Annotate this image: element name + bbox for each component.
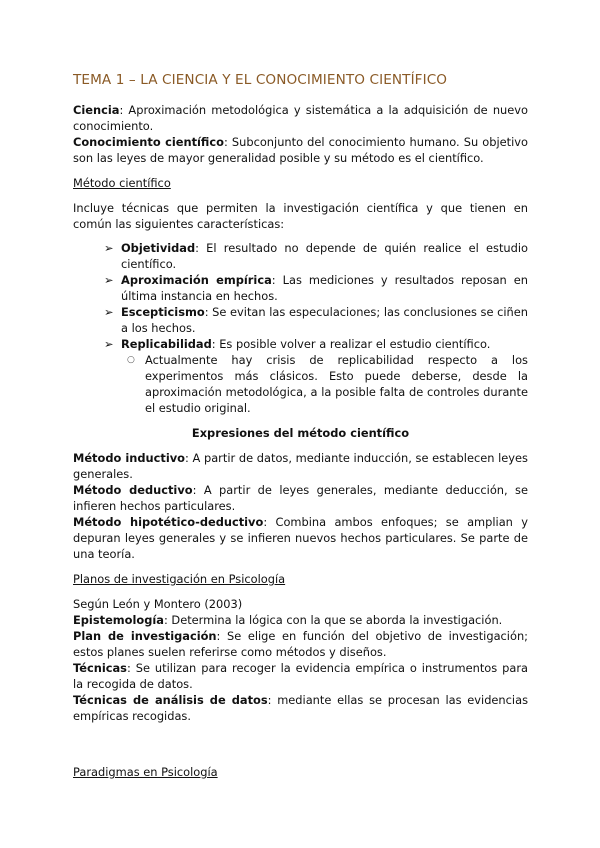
arrow-bullet-icon: ➢	[104, 241, 114, 255]
list-item	[104, 304, 528, 336]
definition-analisis	[73, 692, 528, 724]
term: Replicabilidad	[121, 337, 212, 351]
definition-epistemologia	[73, 612, 528, 628]
definition-text: : A partir de leyes generales, mediante deducción, se infieren hechos particulares.	[73, 483, 528, 513]
term: Epistemología	[73, 613, 164, 627]
metodo-intro: Incluye técnicas que permiten la investigación científica y que tienen en común las siguientes características:	[73, 201, 528, 231]
document-page	[73, 70, 528, 780]
term: Escepticismo	[121, 305, 205, 319]
sub-list	[121, 352, 528, 416]
term: Ciencia	[73, 103, 120, 117]
planos-source: Según León y Montero (2003)	[73, 597, 243, 611]
definition-text: : mediante ellas se procesan las evidencias empíricas recogidas.	[73, 693, 528, 723]
definition-text: : Determina la lógica con la que se aborda la investigación.	[163, 613, 503, 627]
section-heading-metodo: Método científico	[73, 176, 171, 190]
list-item	[104, 272, 529, 304]
definition-conocimiento	[73, 134, 528, 166]
definition-deductivo	[73, 482, 528, 514]
term: Aproximación empírica	[121, 273, 272, 287]
term: Método inductivo	[73, 451, 185, 465]
item-text: : Es posible volver a realizar el estudio científico.	[211, 337, 491, 351]
sub-list-item	[127, 352, 528, 416]
term: Técnicas de análisis de datos	[73, 693, 268, 707]
arrow-bullet-icon: ➢	[104, 305, 114, 319]
term: Plan de investigación	[73, 629, 217, 643]
item-text: : Las mediciones y resultados reposan en última instancia en hechos.	[121, 273, 529, 303]
definition-text: : Subconjunto del conocimiento humano. Su objetivo son las leyes de mayor generalidad posible y su método es el científico.	[73, 135, 528, 165]
term: Conocimiento científico	[73, 135, 224, 149]
arrow-bullet-icon: ➢	[104, 337, 114, 351]
definition-tecnicas	[73, 660, 528, 692]
list-item	[104, 240, 528, 272]
definition-ciencia	[73, 102, 528, 134]
sub-item-text: Actualmente hay crisis de replicabilidad respecto a los experimentos más clásicos. Esto puede deberse, desde la aproximación metodológica, a la posible falta de controles durante el estudio original.	[145, 353, 528, 415]
term: Técnicas	[73, 661, 127, 675]
definition-text: : Aproximación metodológica y sistemática a la adquisición de nuevo conocimiento.	[73, 103, 528, 133]
definition-plan	[73, 628, 528, 660]
definition-text: : Se utilizan para recoger la evidencia empírica o instrumentos para la recogida de datos.	[73, 661, 528, 691]
section-heading-expresiones: Expresiones del método científico	[191, 426, 410, 440]
term: Objetividad	[121, 241, 196, 255]
definition-hipotetico-deductivo	[73, 514, 528, 562]
item-text: : Se evitan las especulaciones; las conclusiones se ciñen a los hechos.	[121, 305, 528, 335]
circle-bullet-icon: ○	[127, 355, 135, 365]
term: Método deductivo	[73, 483, 193, 497]
section-heading-paradigmas: Paradigmas en Psicología	[73, 765, 218, 779]
definition-text: : A partir de datos, mediante inducción, se establecen leyes generales.	[73, 451, 528, 481]
section-heading-planos: Planos de investigación en Psicología	[73, 572, 286, 586]
definition-text: : Se elige en función del objetivo de investigación; estos planes suelen referirse como métodos y diseños.	[73, 629, 528, 659]
definition-inductivo	[73, 450, 528, 482]
list-item	[104, 336, 528, 416]
term: Método hipotético-deductivo	[73, 515, 264, 529]
item-text: : El resultado no depende de quién realice el estudio científico.	[121, 241, 528, 271]
definition-text: : Combina ambos enfoques; se amplian y depuran leyes generales y se infieren nuevos hechos particulares. Se parte de una teoría.	[73, 515, 528, 561]
arrow-bullet-icon: ➢	[104, 273, 114, 287]
document-title: TEMA 1 – LA CIENCIA Y EL CONOCIMIENTO CIENTÍFICO	[73, 72, 448, 88]
characteristics-list	[73, 240, 528, 416]
